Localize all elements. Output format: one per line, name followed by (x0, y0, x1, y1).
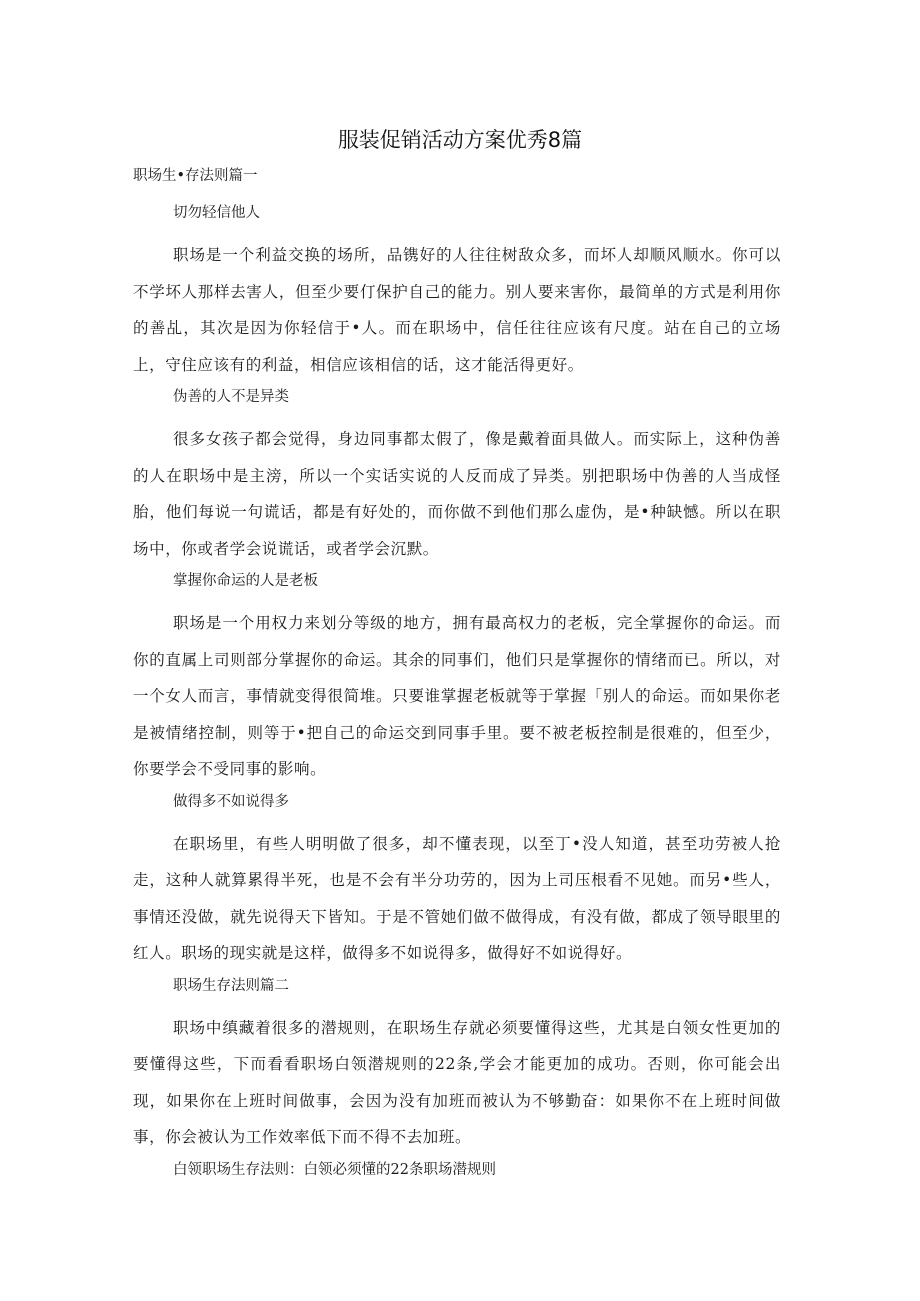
subheading-1: 切勿轻信他人 (173, 205, 260, 221)
subheading-5: 职场生存法则篇二 (173, 977, 289, 994)
paragraph-2: 很多女孩子都会觉得，身边同事都太假了，像是戴着面具做人。而实际上，这种伪善的人在职场中是主滂，所以一个实话实说的人反而成了异类。别把职场中伪善的人当成怪胎，他们每说一句谎话，都是有好处的，而你做不到他们那么虚伪，是•种缺憾。所以在职场中，你或者学会说谎话，或者学会沉默。 (133, 430, 781, 558)
paragraph-5: 职场中缜藏着很多的潜规则，在职场生存就必须要懂得这些，尤其是白领女性更加的要懂得这些，下而看看职场白领潜规则的22条,学会才能更加的成功。否则，你可能会出现，如果你在上班时间做事，会因为没有加班而被认为不够勤奋：如果你不在上班时间做事，你会被认为工作效率低下而不得不去加班。 (133, 1018, 781, 1146)
subheading-6: 白领职场生存法则：白领必须懂的22条职场潜规则 (173, 1161, 496, 1178)
document-body (133, 166, 781, 1194)
paragraph-3: 职场是一个用权力来划分等级的地方，拥有最高权力的老板，完全掌握你的命运。而你的直属上司则部分掌握你的命运。其余的同事们，他们只是掌握你的情绪而已。所以，对一个女人而言，事情就变得很简堆。只要谁掌握老板就等于掌握「别人的命运。而如果你老是被情绪控制，则等于•把自己的命运交到同事手里。要不被老板控制是很难的，但至少，你要学会不受同事的影响。 (133, 614, 781, 778)
subheading-4: 做得多不如说得多 (173, 793, 289, 810)
document-title: 服装促销活动方案优秀8篇 (337, 128, 583, 152)
subheading-3: 掌握你命运的人是老板 (173, 573, 318, 589)
paragraph-1: 职场是一个利益交换的场所，品镌好的人往往树敌众多，而坏人却顺风顺水。你可以不学坏人那样去害人，但至少要仃保护自己的能力。别人要来害你，最简单的方式是利用你的善乩，其次是因为你轻信于•人。而在职场中，信任往往应该有尺度。站在自己的立场上，守住应该有的利益，相信应该相信的话，这才能活得更好。 (133, 246, 781, 374)
paragraph-4: 在职场里，有些人明明做了很多，却不懂表现，以至丁•没人知道，甚至功劳被人抢走，这种人就算累得半死，也是不会有半分功劳的，因为上司压根看不见她。而另•些人，事情还没做，就先说得天下皆知。于是不管她们做不做得成，有没有做，都成了领导眼里的红人。职场的现实就是这样，做得多不如说得多，做得好不如说得好。 (133, 834, 781, 962)
section-heading: 职场生•存法则篇一 (133, 168, 258, 184)
subheading-2: 伪善的人不是异类 (173, 389, 289, 405)
